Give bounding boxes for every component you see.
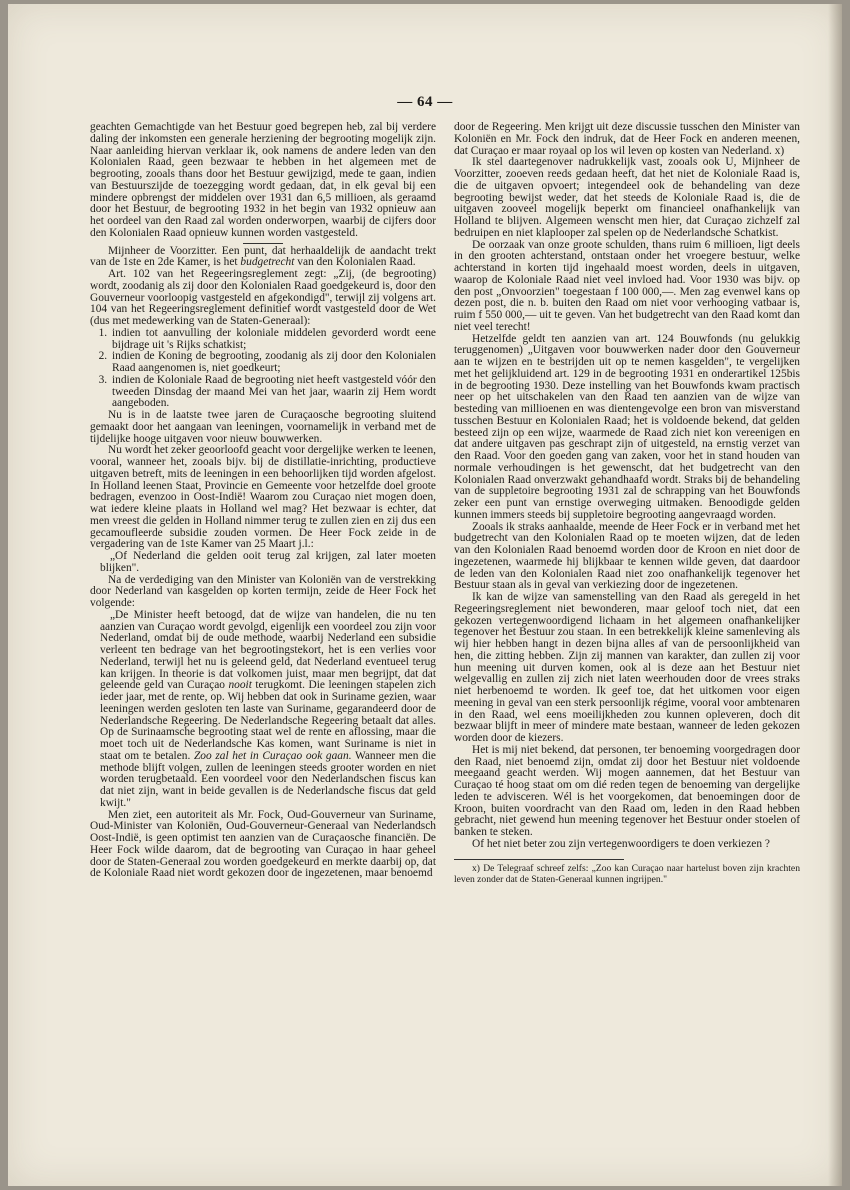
list-item: 2. indien de Koning de begrooting, zoodanig als zij door den Kolonialen Raad aangenomen is, niet goedkeurt; (110, 351, 436, 375)
paragraph: Ik stel daartegenover nadrukkelijk vast, zooals ook U, Mijnheer de Voorzitter, zooeven reeds gedaan heeft, dat het niet de Koloniale Raad is, die de uitgaven opvoert; integendeel ook de behandeling van deze begrooting bewijst weder, dat het steeds de Koloniale Raad is, die de uitgaven zooveel mogelijk beperkt om financieel onafhankelijk van Holland te blijven. Algemeen wenscht men hier, dat Curaçao zichzelf zal bedruipen en niet klaplooper zal spelen op de Nederlandsche Schatkist. (454, 156, 800, 239)
paragraph: Men ziet, een autoriteit als Mr. Fock, Oud-Gouverneur van Suriname, Oud-Minister van Koloniën, Oud-Gouverneur-Generaal van Nederlandsch Oost-Indië, is geen optimist ten aanzien van de Curaçaosche financiën. De Heer Fock wilde daarom, dat de begrooting van Curaçao in haar geheel door de Staten-Generaal zou worden goedgekeurd en merkte daarbij op, dat de Koloniale Raad niet wordt gekozen door de ingezetenen, maar benoemd (90, 808, 436, 880)
right-column (454, 122, 800, 885)
emphasis-text: budgetrecht (240, 256, 295, 269)
paragraph: door de Regeering. Men krijgt uit deze discussie tusschen den Minister van Koloniën en Mr. Fock den indruk, dat de Heer Fock en anderen meenen, dat Curaçao er maar royaal op los wil leven op kosten van Nederland. x) (454, 121, 800, 157)
text-run: van den Kolonialen Raad. (294, 256, 416, 269)
text-run: „De Minister heeft betoogd, dat de wijze van handelen, die nu ten aanzien van Curaçao wordt gevolgd, eigenlijk een voordeel zou zijn voor Nederland, omdat bij de oude methode, waarbij Nederland een subsidie verleent ten bedrage van het begrootingstekort, het is een verlies voor Nederland, terwijl het nu is geleend geld, dat Nederland eventueel terug kan krijgen. In theorie is dat volkomen juist, maar men begrijpt, dat dat geleende geld van Curaçao (100, 608, 436, 692)
page-sheet (8, 4, 842, 1186)
footnote-rule (454, 859, 624, 860)
list-item: 3. indien de Koloniale Raad de begrooting niet heeft vastgesteld vóór den tweeden Dinsdag der maand Mei van het jaar, waarin zij Hem wordt aangeboden. (110, 375, 436, 410)
quote-paragraph: „Of Nederland die gelden ooit terug zal krijgen, zal later moeten blijken". (100, 550, 436, 574)
left-column (90, 122, 436, 880)
page-spine-shadow (828, 4, 842, 1186)
paragraph: Nu is in de laatste twee jaren de Curaçaosche begrooting sluitend gemaakt door het aangaan van leeningen, voornamelijk in verband met de tijdelijke hooge uitgaven voor nieuw bouwwerken. (90, 409, 436, 445)
paragraph: Het is mij niet bekend, dat personen, ter benoeming voorgedragen door den Raad, niet benoemd zijn, omdat zij door het Bestuur niet voldoende meegaand geacht werden. Wij mogen aannemen, dat het Bestuur van Curaçao té hoog staat om om dié reden tegen de benoeming van dergelijke leden te advisceren. Wél is het voorgekomen, dat benoemingen door de Kroon, buiten voordracht van den Raad om, leden in den Raad hebben gebracht, niet gewend hun meening tegenover het Bestuur onder stoelen of banken te steken. (454, 743, 800, 838)
quote-block (90, 610, 436, 810)
paragraph: Nu wordt het zeker geoorloofd geacht voor dergelijke werken te leenen, vooral, wanneer het, zooals bijv. bij de distillatie-inrichting, productieve uitgaven betreft, mits de leeningen in een behoorlijken tijd worden afgelost. In Holland leenen Staat, Provincie en Gemeente voor hetzelfde doel groote bedragen, evenzoo in Oost-Indië! Waarom zou Curaçao niet mogen doen, wat iedere kleine plaats in Holland wel mag? Het bezwaar is echter, dat men vreest die gelden in Holland nimmer terug te zullen zien en zij dus een gecamoufleerde subsidie zouden vormen. De Heer Fock zeide in de vergadering van de 1ste Kamer van 25 Maart j.l.: (90, 444, 436, 551)
page-number: — 64 — (397, 94, 453, 110)
quote-paragraph (100, 610, 436, 810)
numbered-list (90, 328, 436, 410)
paragraph: Ik kan de wijze van samenstelling van den Raad als geregeld in het Regeeringsreglement niet bewonderen, maar geloof toch niet, dat een gekozen vertegenwoordigend lichaam in het algemeen onafhankelijker tegenover het Bestuur zou staan. In een betrekkelijk kleine samenleving als wij hier hebben hangt in dezen bijna alles af van de persoonlijkheid van hen, die zitting hebben. Zijn zij mannen van karakter, dan zullen zij voor hun meening uit durven komen, ook al is deze aan het Bestuur niet welgevallig en zullen zij zich niet laten weerhouden door de vrees straks niet herbenoemd te worden. Ik geef toe, dat het uitkomen voor eigen meening in geval van een sterk persoonlijk régime, vooral voor ambtenaren in den Raad, wel eens moeilijkheden zou kunnen opleveren, doch dit bezwaar blijft in meer of mindere mate bestaan, wanneer de leden gekozen worden door de kiezers. (454, 591, 800, 744)
paragraph: Zooals ik straks aanhaalde, meende de Heer Fock er in verband met het budgetrecht van den Kolonialen Raad op te moeten wijzen, dat de leden van den Kolonialen Raad benoemd worden door de Kroon en niet door de ingezetenen, waarmede hij blijkbaar te kennen wilde geven, dat daardoor de leden van den Kolonialen Raad niet zoo onafhankelijk tegenover het Bestuur staan als in geval van verkiezing door de ingezetenen. (454, 520, 800, 592)
text-run: Mijnheer de Voorzitter. Een punt, dat herhaaldelijk de aandacht trekt van de 1ste en 2de Kamer, is het (90, 244, 436, 269)
emphasis-text: nooit (228, 679, 252, 692)
paragraph: Art. 102 van het Regeeringsreglement zegt: „Zij, (de begrooting) wordt, zoodanig als zij door den Kolonialen Raad goedgekeurd is, door den Gouverneur voorloopig vastgesteld en afgekondigd", terwijl zij volgens art. 104 van het Regeeringsreglement definitief wordt vastgesteld door de Wet (dus met medewerking van de Staten-Generaal): (90, 268, 436, 327)
paragraph (90, 246, 436, 270)
footnote: x) De Telegraaf schreef zelfs: „Zoo kan Curaçao naar hartelust boven zijn krachten leven zonder dat de Staten-Generaal kunnen ingrijpen." (454, 862, 800, 885)
paragraph: Hetzelfde geldt ten aanzien van art. 124 Bouwfonds (nu gelukkig teruggenomen) „Uitgaven voor bouwwerken nader door den Gouverneur aan te wijzen en te bestrijden uit op te nemen kasgelden", te vergelijken met het gelijkluidend art. 129 in de begrooting 1931 en onderartikel 125bis in de begrooting 1930. Deze instelling van het Bouwfonds kwam practisch neer op het uitschakelen van den Raad ten aanzien van de wijze van besteding van millioenen en was dientengevolge een bron van misverstand tusschen Bestuur en Kolonialen Raad; het is voldoende bekend, dat gelden besteed zijn op een wijze, waarmede de Raad zich niet kon vereenigen en dat andere uitgaven pas geschrapt zijn of uitgesteld, na ernstig verzet van den Raad. Voor den goeden gang van zaken, voor het in stand houden van normale verhoudingen is het gewenscht, dat het budgetrecht van den Kolonialen Raad onverzwakt gehandhaafd wordt. Straks bij de behandeling van de suppletoire begrooting 1931 zal de schrapping van het Bouwfonds zeker een punt van ernstige overweging uitmaken. Benoodigde gelden kunnen immers steeds bij suppletoire begrooting aangevraagd worden. (454, 332, 800, 521)
emphasis-text: Zoo zal het in Curaçao ook gaan. (193, 749, 352, 762)
text-run: Wanneer men die methode blijft volgen, zullen de leeningen steeds grooter worden en niet worden terugbetaald. Een voordeel voor den Nederlandschen fiscus kan dat niet zijn, want in beide gevallen is de Nederlandsche fiscus dat geld kwijt." (100, 749, 436, 809)
text-run: terugkomt. Die leeningen stapelen zich ieder jaar, met de rente, op. Wij hebben dat ook in Suriname gezien, waar leeningen werden gesloten ten laste van Suriname, gegarandeerd door de Nederlandsche Regeering. De Nederlandsche Regeering betaalt dat alles. Op de Surinaamsche begrooting staat wel de rente en aflossing, maar die moet toch uit de Nederlandsche Kas komen, want Suriname is niet in staat om te betalen. (100, 679, 437, 762)
paragraph: De oorzaak van onze groote schulden, thans ruim 6 millioen, ligt deels in den grooten achterstand, ontstaan onder het vroegere bestuur, welke achterstand in korten tijd ingehaald moest worden, deels in uitgaven, waarop de Koloniale Raad niet veel invloed had. Voor 1930 was bijv. op den post „Onvoorzien" toegestaan f 100 000,—. Men zag evenwel kans op dezen post, die n. b. buiten den Raad om niet voor verhooging vatbaar is, ruim f 550 000,— uit te geven. Van het budgetrecht van den Raad komt dan niet veel terecht! (454, 238, 800, 333)
paragraph: Na de verdediging van den Minister van Koloniën van de verstrekking door Nederland van kasgelden op korten termijn, zeide de Heer Fock het volgende: (90, 573, 436, 609)
paragraph: Of het niet beter zou zijn vertegenwoordigers te doen verkiezen ? (472, 837, 770, 850)
section-divider (243, 243, 283, 244)
paragraph: geachten Gemachtigde van het Bestuur goed begrepen heb, zal bij verdere daling der inkomsten een generale herziening der begrooting mogelijk zijn. Naar aanleiding hiervan verklaar ik, ook namens de andere leden van den Kolonialen Raad, geen bezwaar te hebben in het algemeen met de begrooting, zooals thans door het Bestuur gewijzigd, mede te gaan, indien van Bestuurszijde de toezegging wordt gedaan, dat, in elk geval bij een mindere opbrengst der middelen over 1931 dan 6,5 millioen, als geraamd door het Bestuur, de begrooting 1932 in het begin van 1932 opnieuw aan het oordeel van den Raad zal worden onderworpen, waarbij de cijfers door den Kolonialen Raad opnieuw kunnen worden vastgesteld. (90, 121, 436, 239)
list-item: 1. indien tot aanvulling der koloniale middelen gevorderd wordt eene bijdrage uit 's Rijks schatkist; (110, 328, 436, 352)
quote-block (90, 551, 436, 575)
